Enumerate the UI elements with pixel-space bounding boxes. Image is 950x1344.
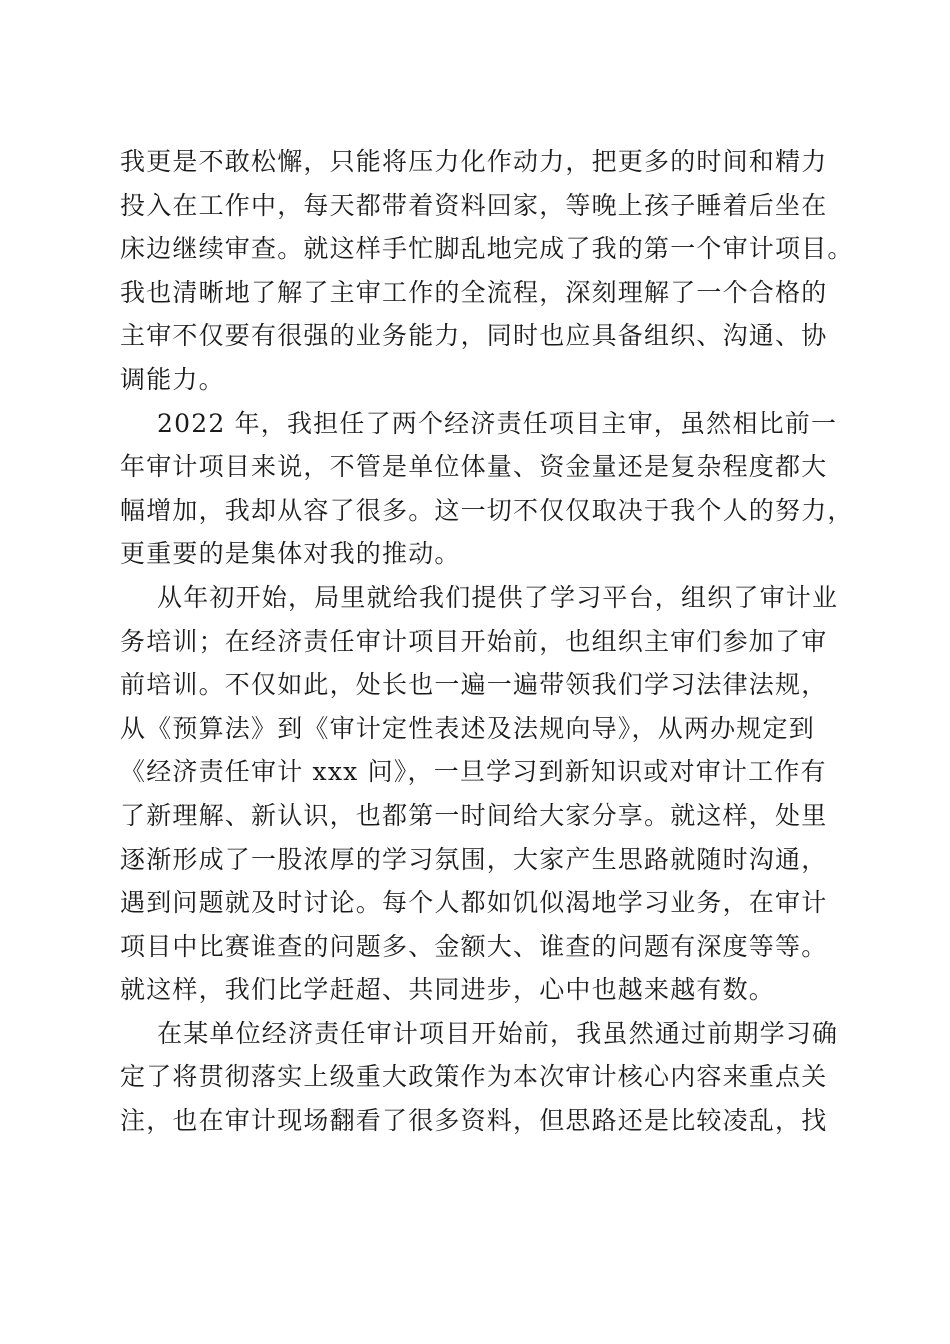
text-line: 年审计项目来说，不管是单位体量、资金量还是复杂程度都大 [120, 452, 828, 482]
text-line: 了新理解、新认识，也都第一时间给大家分享。就这样，处里 [120, 800, 828, 830]
text-line: 我更是不敢松懈，只能将压力化作动力，把更多的时间和精力 [120, 147, 828, 176]
paragraph-start-line: 从年初开始，局里就给我们提供了学习平台，组织了审计业 [157, 582, 839, 612]
text-line: 遇到问题就及时讨论。每个人都如饥似渴地学习业务，在审计 [120, 888, 828, 918]
text-line: 务培训；在经济责任审计项目开始前，也组织主审们参加了审 [120, 626, 828, 656]
text-line: 注，也在审计现场翻看了很多资料，但思路还是比较凌乱，找 [120, 1106, 828, 1136]
paragraph-start-line: 2022 年，我担任了两个经济责任项目主审，虽然相比前一 [157, 408, 838, 438]
text-line: 调能力。 [120, 364, 225, 394]
text-line: 主审不仅要有很强的业务能力，同时也应具备组织、沟通、协 [120, 321, 828, 351]
body-text [120, 140, 854, 1143]
text-line: 床边继续审查。就这样手忙脚乱地完成了我的第一个审计项目。 [120, 234, 854, 264]
text-line: 从《预算法》到《审计定性表述及法规向导》，从两办规定到 [120, 713, 815, 743]
text-line: 更重要的是集体对我的推动。 [120, 539, 461, 569]
text-line: 定了将贯彻落实上级重大政策作为本次审计核心内容来重点关 [120, 1062, 828, 1092]
text-line: 项目中比赛谁查的问题多、金额大、谁查的问题有深度等等。 [120, 931, 828, 961]
paragraph-start-line: 在某单位经济责任审计项目开始前，我虽然通过前期学习确 [157, 1018, 839, 1048]
text-line: 《经济责任审计 xxx 问》，一旦学习到新知识或对审计工作有 [120, 757, 827, 787]
text-line: 前培训。不仅如此，处长也一遍一遍带领我们学习法律法规， [120, 670, 828, 700]
text-line: 我也清晰地了解了主审工作的全流程，深刻理解了一个合格的 [120, 277, 828, 307]
text-line: 投入在工作中，每天都带着资料回家，等晚上孩子睡着后坐在 [120, 190, 828, 220]
text-line: 就这样，我们比学赶超、共同进步，心中也越来越有数。 [120, 975, 776, 1005]
text-line: 幅增加，我却从容了很多。这一切不仅仅取决于我个人的努力， [120, 495, 854, 525]
text-line: 逐渐形成了一股浓厚的学习氛围，大家产生思路就随时沟通， [120, 844, 828, 874]
